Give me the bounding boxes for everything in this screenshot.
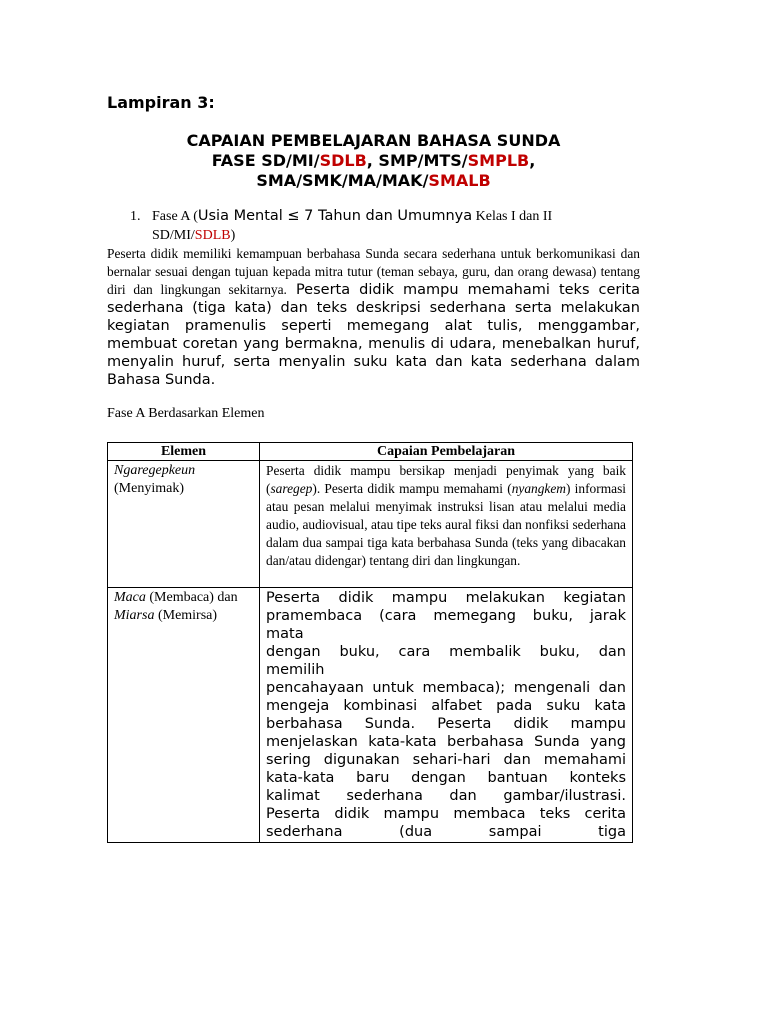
document-title: [107, 131, 640, 191]
title-line-1: CAPAIAN PEMBELAJARAN BAHASA SUNDA: [186, 131, 561, 150]
capaian-cell: Peserta didik mampu melakukan kegiatan pramembaca (cara memegang buku, jarak mata dengan buku, cara membalik buku, dan memilih pencahayaan untuk membaca); mengenali dan mengeja kombinasi alfabet pada suku kata berbahasa Sunda. Peserta didik mampu menjelaskan kata-kata berbahasa Sunda yang sering digunakan sehari-hari dan memahami kata-kata baru dengan bantuan konteks kalimat sederhana dan gambar/ilustrasi. Peserta didik mampu membaca teks cerita sederhana (dua sampai tiga: [260, 588, 633, 843]
elemen-cell: Maca (Membaca) dan Miarsa (Memirsa): [108, 588, 260, 843]
table-row: [108, 588, 633, 843]
fase-a-description: [107, 245, 640, 389]
table-header-row: [108, 443, 633, 461]
description-serif-text: Peserta didik memiliki kemampuan berbahasa Sunda secara sederhana untuk berkomunikasi dan bernalar sesuai dengan tujuan kepada mitra tutur (teman sebaya, guru, dan orang dewasa) tentang diri dan lingkungan sekitarnya.: [107, 246, 640, 297]
table-row: [108, 461, 633, 588]
description-sans-text: Peserta didik mampu memahami teks cerita sederhana (tiga kata) dan teks deskripsi sederhana serta melakukan kegiatan pramenulis seperti memegang alat tulis, menggambar, membuat coretan yang bermakna, menulis di udara, menebalkan huruf, menyalin huruf, serta menyalin suku kata dan kata sederhana dalam Bahasa Sunda.: [107, 282, 640, 388]
capaian-cell: Peserta didik mampu bersikap menjadi penyimak yang baik (saregep). Peserta didik mampu memahami (nyangkem) informasi atau pesan melalui menyimak instruksi lisan atau melalui media audio, audiovisual, atau tipe teks aural fiksi dan nonfiksi sederhana dalam dua sampai tiga kata berbahasa Sunda (teks yang dibacakan dan/atau didengar) tentang diri dan lingkungan.: [260, 461, 633, 588]
lampiran-heading: Lampiran 3:: [107, 93, 215, 112]
title-line-3: SMA/SMK/MA/MAK/SMALB: [256, 171, 491, 190]
section-label: Fase A Berdasarkan Elemen: [107, 406, 265, 421]
fase-a-heading: Fase A (Usia Mental ≤ 7 Tahun dan Umumnya Kelas I dan II SD/MI/SDLB): [152, 208, 553, 243]
elemen-table: [107, 442, 633, 843]
title-line-2: FASE SD/MI/SDLB, SMP/MTS/SMPLB,: [211, 151, 536, 170]
header-capaian: Capaian Pembelajaran: [260, 443, 633, 461]
elemen-cell: Ngaregepkeun (Menyimak): [108, 461, 260, 588]
list-number: 1.: [130, 209, 141, 224]
header-elemen: Elemen: [108, 443, 260, 461]
